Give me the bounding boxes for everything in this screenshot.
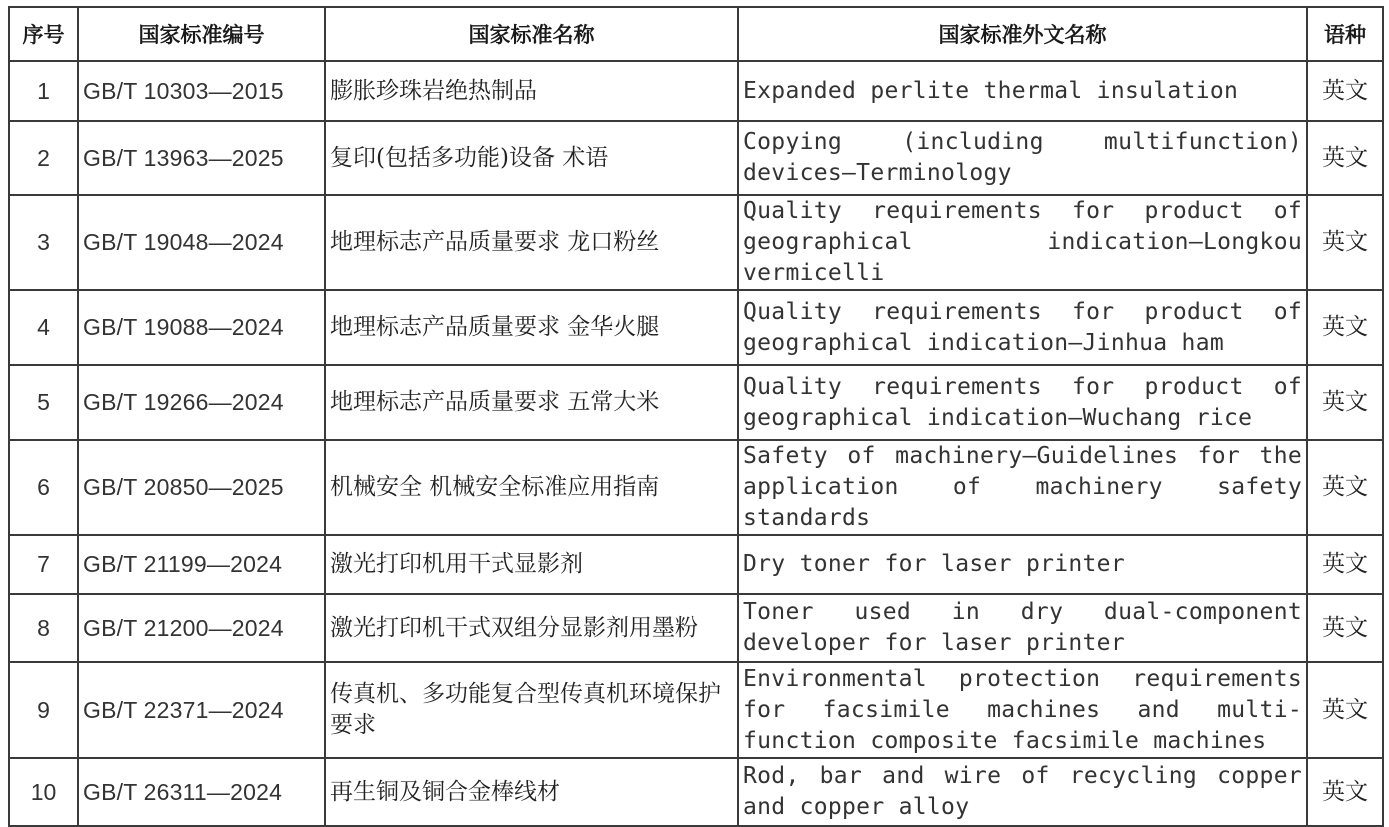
cell-serial-no: 3 — [9, 195, 78, 290]
cell-standard-code: GB/T 21199—2024 — [78, 535, 325, 594]
cell-standard-name: 复印(包括多功能)设备 术语 — [325, 121, 738, 195]
header-serial-no: 序号 — [9, 7, 78, 61]
table-header — [9, 7, 1383, 61]
cell-standard-code: GB/T 20850—2025 — [78, 440, 325, 535]
header-standard-code: 国家标准编号 — [78, 7, 325, 61]
cell-standard-name: 地理标志产品质量要求 五常大米 — [325, 365, 738, 440]
table-row — [9, 195, 1383, 290]
cell-serial-no: 4 — [9, 290, 78, 365]
table-body — [9, 61, 1383, 826]
cell-language: 英文 — [1307, 758, 1383, 826]
cell-foreign-name: Safety of machinery—Guidelines for the application of machinery safety standards — [738, 440, 1307, 535]
cell-foreign-name: Quality requirements for product of geographical indication—Wuchang rice — [738, 365, 1307, 440]
cell-language: 英文 — [1307, 365, 1383, 440]
cell-serial-no: 10 — [9, 758, 78, 826]
cell-standard-code: GB/T 19048—2024 — [78, 195, 325, 290]
table-row — [9, 440, 1383, 535]
cell-foreign-name: Toner used in dry dual-component developer for laser printer — [738, 594, 1307, 662]
header-foreign-name: 国家标准外文名称 — [738, 7, 1307, 61]
cell-language: 英文 — [1307, 195, 1383, 290]
cell-foreign-name: Quality requirements for product of geographical indication—Jinhua ham — [738, 290, 1307, 365]
header-language: 语种 — [1307, 7, 1383, 61]
table-row — [9, 594, 1383, 662]
table-row — [9, 535, 1383, 594]
standards-table — [8, 6, 1384, 827]
cell-foreign-name: Environmental protection requirements for facsimile machines and multi-function composite facsimile machines — [738, 662, 1307, 758]
cell-standard-name: 传真机、多功能复合型传真机环境保护要求 — [325, 662, 738, 758]
cell-language: 英文 — [1307, 290, 1383, 365]
cell-standard-name: 地理标志产品质量要求 金华火腿 — [325, 290, 738, 365]
cell-foreign-name: Expanded perlite thermal insulation — [738, 61, 1307, 121]
cell-serial-no: 5 — [9, 365, 78, 440]
cell-standard-code: GB/T 13963—2025 — [78, 121, 325, 195]
cell-foreign-name: Copying (including multifunction) devices—Terminology — [738, 121, 1307, 195]
cell-standard-name: 地理标志产品质量要求 龙口粉丝 — [325, 195, 738, 290]
cell-language: 英文 — [1307, 121, 1383, 195]
table-row — [9, 758, 1383, 826]
cell-standard-code: GB/T 26311—2024 — [78, 758, 325, 826]
cell-serial-no: 9 — [9, 662, 78, 758]
cell-standard-name: 再生铜及铜合金棒线材 — [325, 758, 738, 826]
cell-foreign-name: Dry toner for laser printer — [738, 535, 1307, 594]
cell-language: 英文 — [1307, 594, 1383, 662]
cell-standard-code: GB/T 19266—2024 — [78, 365, 325, 440]
cell-language: 英文 — [1307, 61, 1383, 121]
cell-language: 英文 — [1307, 440, 1383, 535]
cell-standard-name: 膨胀珍珠岩绝热制品 — [325, 61, 738, 121]
cell-standard-code: GB/T 10303—2015 — [78, 61, 325, 121]
table-row — [9, 290, 1383, 365]
cell-serial-no: 6 — [9, 440, 78, 535]
table-row — [9, 365, 1383, 440]
table-row — [9, 662, 1383, 758]
cell-standard-name: 激光打印机用干式显影剂 — [325, 535, 738, 594]
header-standard-name: 国家标准名称 — [325, 7, 738, 61]
table-row — [9, 61, 1383, 121]
table-row — [9, 121, 1383, 195]
cell-standard-code: GB/T 19088—2024 — [78, 290, 325, 365]
cell-serial-no: 1 — [9, 61, 78, 121]
cell-standard-code: GB/T 21200—2024 — [78, 594, 325, 662]
cell-serial-no: 7 — [9, 535, 78, 594]
cell-serial-no: 2 — [9, 121, 78, 195]
cell-serial-no: 8 — [9, 594, 78, 662]
cell-language: 英文 — [1307, 662, 1383, 758]
cell-standard-name: 机械安全 机械安全标准应用指南 — [325, 440, 738, 535]
cell-language: 英文 — [1307, 535, 1383, 594]
cell-foreign-name: Quality requirements for product of geographical indication—Longkou vermicelli — [738, 195, 1307, 290]
cell-foreign-name: Rod, bar and wire of recycling copper and copper alloy — [738, 758, 1307, 826]
cell-standard-code: GB/T 22371—2024 — [78, 662, 325, 758]
header-row — [9, 7, 1383, 61]
cell-standard-name: 激光打印机干式双组分显影剂用墨粉 — [325, 594, 738, 662]
